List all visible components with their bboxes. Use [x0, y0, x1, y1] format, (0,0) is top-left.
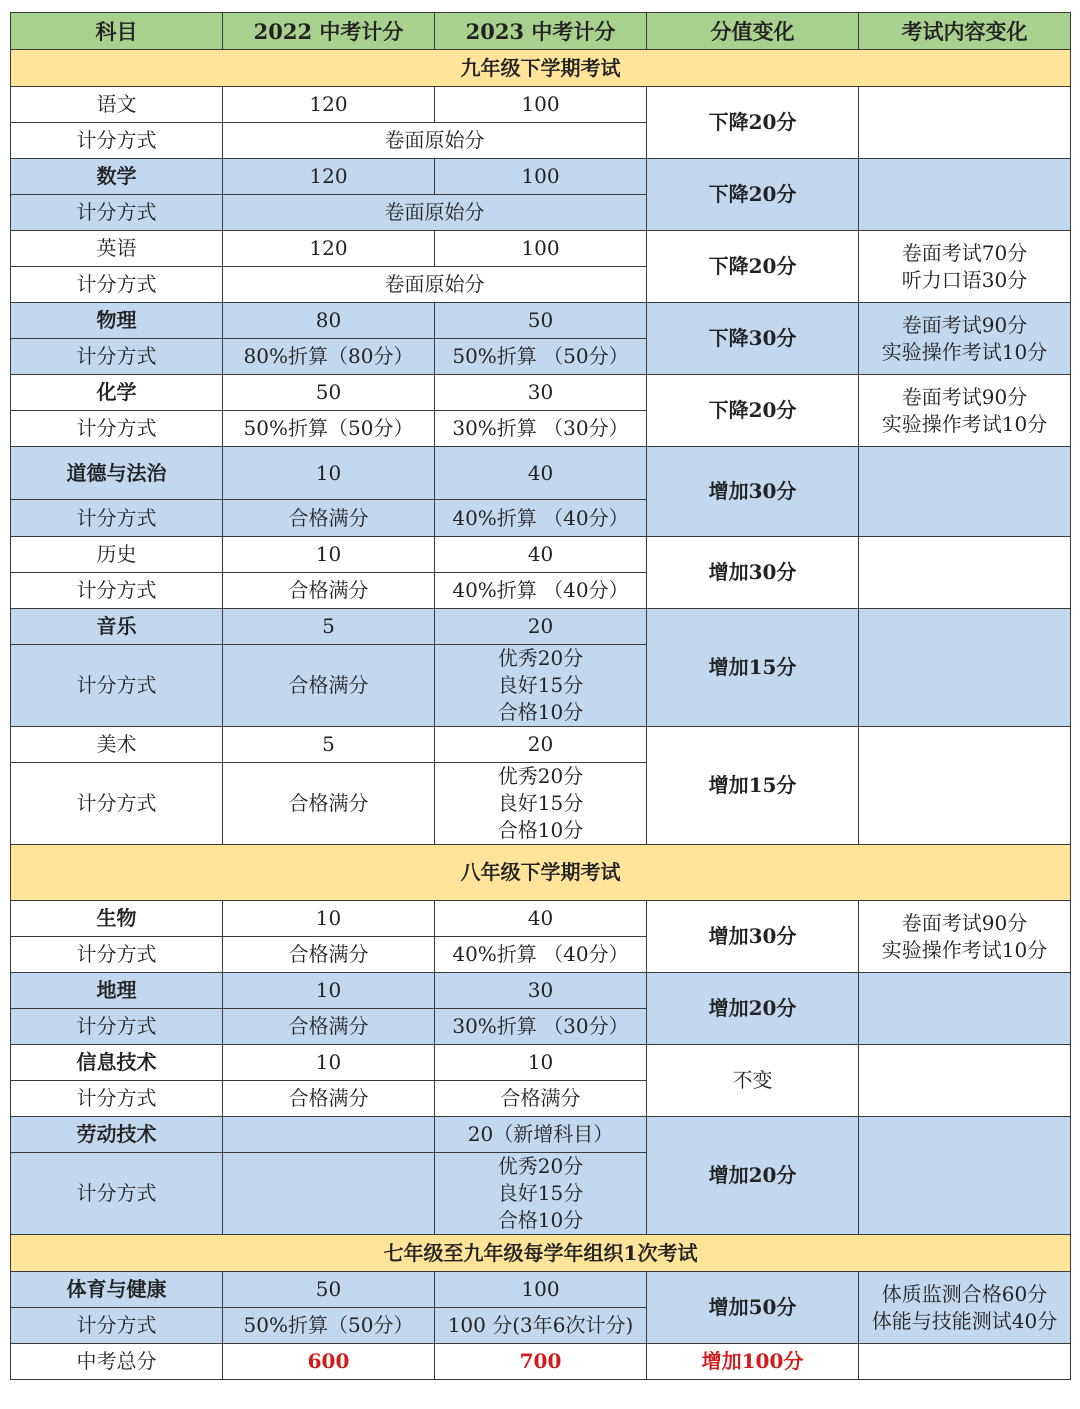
method-label: 计分方式: [11, 1081, 223, 1117]
score-2022: 120: [223, 159, 435, 195]
header-subject: 科目: [11, 13, 223, 50]
total-label: 中考总分: [11, 1344, 223, 1380]
method-label: 计分方式: [11, 267, 223, 303]
subject-name: 生物: [11, 901, 223, 937]
score-change: 增加20分: [647, 1117, 859, 1235]
section-row-grade7to9: [11, 1235, 1071, 1272]
score-2023: 20: [435, 609, 647, 645]
score-2023: 30: [435, 375, 647, 411]
score-2023: 10: [435, 1045, 647, 1081]
score-change: 增加15分: [647, 609, 859, 727]
header-content-change: 考试内容变化: [859, 13, 1071, 50]
section-title: 九年级下学期考试: [11, 50, 1071, 87]
content-change: 卷面考试90分 实验操作考试10分: [859, 303, 1071, 375]
method-2023: 优秀20分 良好15分 合格10分: [435, 645, 647, 727]
subject-name: 美术: [11, 727, 223, 763]
score-2022: 5: [223, 727, 435, 763]
section-row-grade8: [11, 845, 1071, 901]
table-row: [11, 447, 1071, 500]
score-change: 增加15分: [647, 727, 859, 845]
method-2022: 合格满分: [223, 1009, 435, 1045]
score-change: 下降20分: [647, 231, 859, 303]
score-comparison-table-wrapper: [10, 12, 1070, 1380]
table-row: [11, 303, 1071, 339]
table-row: [11, 159, 1071, 195]
subject-name: 英语: [11, 231, 223, 267]
subject-name: 道德与法治: [11, 447, 223, 500]
content-change: 卷面考试70分 听力口语30分: [859, 231, 1071, 303]
subject-name: 历史: [11, 537, 223, 573]
content-change: 体质监测合格60分 体能与技能测试40分: [859, 1272, 1071, 1344]
header-change: 分值变化: [647, 13, 859, 50]
method-label: 计分方式: [11, 195, 223, 231]
method-label: 计分方式: [11, 411, 223, 447]
score-change: 下降20分: [647, 375, 859, 447]
score-2022: 120: [223, 231, 435, 267]
method-label: 计分方式: [11, 645, 223, 727]
method-label: 计分方式: [11, 573, 223, 609]
subject-name: 数学: [11, 159, 223, 195]
score-2023: 100: [435, 1272, 647, 1308]
score-2022: 10: [223, 973, 435, 1009]
method-2022: 合格满分: [223, 1081, 435, 1117]
table-row: [11, 609, 1071, 645]
subject-name: 化学: [11, 375, 223, 411]
score-2022: 10: [223, 447, 435, 500]
content-change: [859, 1117, 1071, 1235]
content-change: [859, 537, 1071, 609]
section-title: 七年级至九年级每学年组织1次考试: [11, 1235, 1071, 1272]
subject-name: 地理: [11, 973, 223, 1009]
method-label: 计分方式: [11, 1153, 223, 1235]
method-2022: 合格满分: [223, 573, 435, 609]
method-2023: 40%折算 （40分）: [435, 573, 647, 609]
method-label: 计分方式: [11, 123, 223, 159]
method-label: 计分方式: [11, 1009, 223, 1045]
score-2023: 100: [435, 231, 647, 267]
content-change: [859, 973, 1071, 1045]
table-row: [11, 87, 1071, 123]
total-row: [11, 1344, 1071, 1380]
table-row: [11, 901, 1071, 937]
content-change: [859, 87, 1071, 159]
method-2022: 50%折算（50分）: [223, 1308, 435, 1344]
table-row: [11, 1117, 1071, 1153]
score-change: 增加30分: [647, 901, 859, 973]
score-2022: 120: [223, 87, 435, 123]
score-2023: 40: [435, 447, 647, 500]
score-2023: 50: [435, 303, 647, 339]
score-2023: 100: [435, 87, 647, 123]
total-content: [859, 1344, 1071, 1380]
header-2022: 2022 中考计分: [223, 13, 435, 50]
content-change: [859, 447, 1071, 537]
subject-name: 体育与健康: [11, 1272, 223, 1308]
table-row: [11, 231, 1071, 267]
method-2022: 合格满分: [223, 500, 435, 537]
score-2022: [223, 1117, 435, 1153]
table-row: [11, 1045, 1071, 1081]
method-2023: 30%折算 （30分）: [435, 411, 647, 447]
score-2023: 30: [435, 973, 647, 1009]
method-2022: 合格满分: [223, 645, 435, 727]
table-row: [11, 727, 1071, 763]
method-2023: 合格满分: [435, 1081, 647, 1117]
content-change: [859, 727, 1071, 845]
score-2023: 100: [435, 159, 647, 195]
content-change: [859, 609, 1071, 727]
method-value: 卷面原始分: [223, 123, 647, 159]
table-row: [11, 1272, 1071, 1308]
score-2022: 10: [223, 1045, 435, 1081]
method-2022: [223, 1153, 435, 1235]
method-label: 计分方式: [11, 1308, 223, 1344]
table-row: [11, 537, 1071, 573]
score-2023: 40: [435, 537, 647, 573]
score-change: 下降30分: [647, 303, 859, 375]
method-label: 计分方式: [11, 500, 223, 537]
subject-name: 物理: [11, 303, 223, 339]
method-value: 卷面原始分: [223, 195, 647, 231]
score-change: 不变: [647, 1045, 859, 1117]
subject-name: 信息技术: [11, 1045, 223, 1081]
method-2022: 80%折算（80分）: [223, 339, 435, 375]
total-2023: 700: [435, 1344, 647, 1380]
method-2022: 合格满分: [223, 937, 435, 973]
subject-name: 劳动技术: [11, 1117, 223, 1153]
content-change: 卷面考试90分 实验操作考试10分: [859, 901, 1071, 973]
score-change: 下降20分: [647, 159, 859, 231]
score-2022: 50: [223, 1272, 435, 1308]
method-2023: 优秀20分 良好15分 合格10分: [435, 763, 647, 845]
score-2023: 20: [435, 727, 647, 763]
method-2023: 100 分(3年6次计分): [435, 1308, 647, 1344]
method-2023: 30%折算 （30分）: [435, 1009, 647, 1045]
section-row-grade9: [11, 50, 1071, 87]
score-2022: 5: [223, 609, 435, 645]
content-change: [859, 159, 1071, 231]
score-comparison-table: [10, 12, 1071, 1380]
score-2023: 40: [435, 901, 647, 937]
method-2022: 合格满分: [223, 763, 435, 845]
method-2022: 50%折算（50分）: [223, 411, 435, 447]
method-2023: 50%折算 （50分）: [435, 339, 647, 375]
score-2022: 10: [223, 901, 435, 937]
total-2022: 600: [223, 1344, 435, 1380]
score-change: 增加30分: [647, 537, 859, 609]
score-2022: 10: [223, 537, 435, 573]
header-2023: 2023 中考计分: [435, 13, 647, 50]
table-header-row: [11, 13, 1071, 50]
section-title: 八年级下学期考试: [11, 845, 1071, 901]
total-change: 增加100分: [647, 1344, 859, 1380]
method-label: 计分方式: [11, 763, 223, 845]
table-row: [11, 973, 1071, 1009]
score-2023: 20（新增科目）: [435, 1117, 647, 1153]
score-change: 下降20分: [647, 87, 859, 159]
subject-name: 音乐: [11, 609, 223, 645]
method-2023: 40%折算 （40分）: [435, 500, 647, 537]
table-row: [11, 375, 1071, 411]
score-2022: 50: [223, 375, 435, 411]
score-2022: 80: [223, 303, 435, 339]
score-change: 增加30分: [647, 447, 859, 537]
method-label: 计分方式: [11, 339, 223, 375]
score-change: 增加50分: [647, 1272, 859, 1344]
subject-name: 语文: [11, 87, 223, 123]
score-change: 增加20分: [647, 973, 859, 1045]
content-change: 卷面考试90分 实验操作考试10分: [859, 375, 1071, 447]
method-value: 卷面原始分: [223, 267, 647, 303]
method-2023: 优秀20分 良好15分 合格10分: [435, 1153, 647, 1235]
method-label: 计分方式: [11, 937, 223, 973]
method-2023: 40%折算 （40分）: [435, 937, 647, 973]
content-change: [859, 1045, 1071, 1117]
